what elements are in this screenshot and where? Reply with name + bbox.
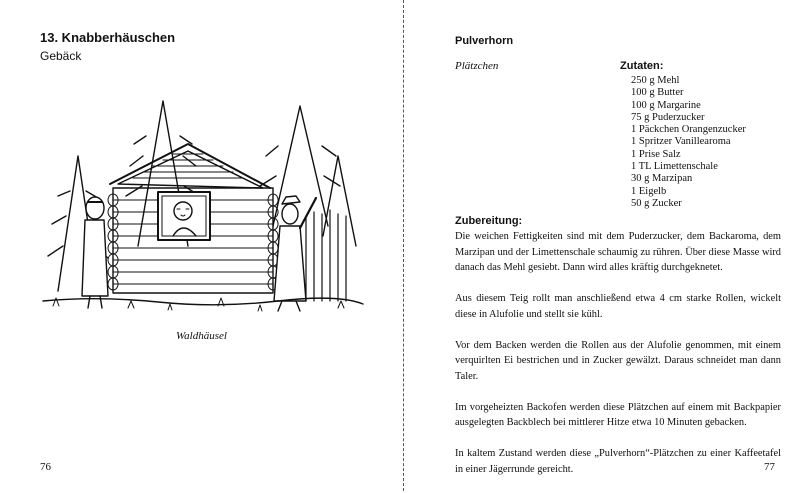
- ingredient-item: 100 g Butter: [631, 87, 684, 99]
- preparation-text: [455, 229, 781, 493]
- preparation-paragraph: In kaltem Zustand werden diese „Pulverhorn“-Plätzchen zu einer Kaffeetafel in einer Jägerrunde gereicht.: [455, 448, 781, 475]
- ingredient-item: 1 TL Limettenschale: [631, 161, 718, 173]
- illustration-caption: Waldhäusel: [176, 330, 227, 342]
- ingredient-item: 1 Spritzer Vanillearoma: [631, 136, 731, 148]
- preparation-paragraph: Vor dem Backen werden die Rollen aus der Alufolie genommen, mit einem verquirlten Ei bestrichen und in Zucker gewälzt. Daraus schneidet man dann Taler.: [455, 339, 781, 382]
- preparation-header: Zubereitung:: [455, 215, 523, 227]
- ingredient-item: 50 g Zucker: [631, 197, 682, 209]
- page-divider: [403, 0, 404, 491]
- ingredient-item: 250 g Mehl: [631, 75, 680, 86]
- category-label: Gebäck: [40, 49, 82, 63]
- ingredient-list: [631, 75, 746, 210]
- page-number-right: 77: [764, 461, 775, 473]
- preparation-paragraph: Im vorgeheizten Backofen werden diese Plätzchen auf einem mit Backpapier ausgelegten Backblech bei mittlerer Hitze etwa 10 Minuten gebacken.: [455, 401, 781, 428]
- preparation-paragraph: Aus diesem Teig rollt man anschließend etwa 4 cm starke Rollen, wickelt diese in Alufolie und stellt sie kühl.: [455, 293, 781, 320]
- chapter-title: 13. Knabberhäuschen: [40, 30, 176, 45]
- preparation-paragraph: Die weichen Fettigkeiten sind mit dem Puderzucker, dem Backaroma, dem Marzipan und der Limettenschale schaumig zu rühren. Über diese Masse wird danach das Mehl gesiebt. Dann wird alles kräftig durchgeknetet.: [455, 231, 781, 273]
- log-cabin-illustration: [38, 96, 368, 321]
- ingredient-item: 1 Päckchen Orangenzucker: [631, 124, 746, 136]
- ingredient-item: 1 Prise Salz: [631, 148, 681, 160]
- page-number-left: 76: [40, 461, 51, 473]
- ingredient-item: 30 g Marzipan: [631, 173, 693, 185]
- ingredients-header: Zutaten:: [620, 60, 664, 72]
- recipe-title: Pulverhorn: [455, 35, 514, 47]
- ingredient-item: 1 Eigelb: [631, 185, 667, 197]
- ingredient-item: 100 g Margarine: [631, 99, 701, 111]
- ingredient-item: 75 g Puderzucker: [631, 111, 705, 123]
- right-page: [405, 0, 800, 491]
- recipe-type: Plätzchen: [455, 60, 499, 72]
